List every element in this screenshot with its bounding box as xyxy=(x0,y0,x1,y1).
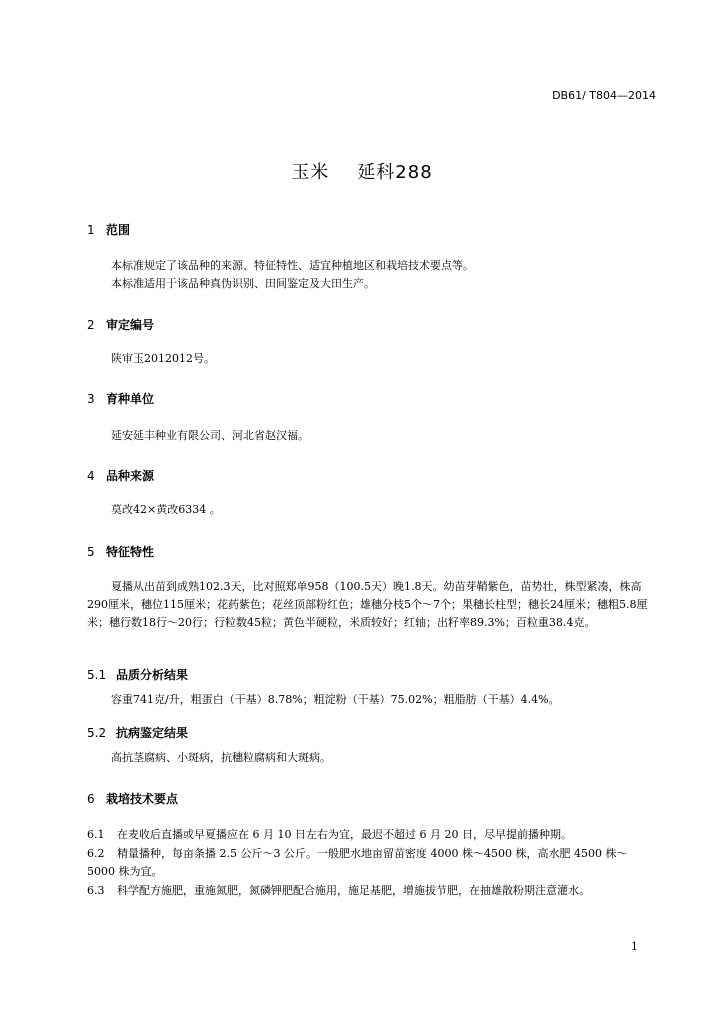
section-5-text: 夏播从出苗到成熟102.3天，比对照郑单958（100.5天）晚1.8天。幼苗芽鞘紫色，苗势壮，株型紧凑，株高290厘米，穗位115厘米；花药紫色；花丝顶部粉红色；雄穗分枝5个～7个；果穗长柱型；穗长24厘米；穗粗5.8厘米；穗行数18行～20行；行粒数45粒；黄色半硬粒，米质较好；红轴；出籽率89.3%；百粒重38.4克。 xyxy=(87,580,648,629)
section-heading-5: 5 特征特性 xyxy=(87,545,155,559)
page-number: 1 xyxy=(631,940,638,953)
section-2-text: 陕审玉2012012号。 xyxy=(111,352,215,365)
document-title xyxy=(0,158,724,184)
section-5-2-text: 高抗茎腐病、小斑病，抗穗粒腐病和大斑病。 xyxy=(111,751,331,764)
section-3-text: 延安延丰种业有限公司、河北省赵汉福。 xyxy=(111,429,309,442)
clause-6-2: 6.2 精量播种，每亩条播 2.5 公斤～3 公斤。一般肥水地亩留苗密度 4000 株～4500 株，高水肥 4500 株～5000 株为宜。 xyxy=(87,847,628,878)
clause-6-1: 6.1 在麦收后直播或早夏播应在 6 月 10 日左右为宜，最迟不超过 6 月 20 日，尽早提前播种期。 xyxy=(87,828,572,841)
section-heading-2: 2 审定编号 xyxy=(87,318,155,332)
clause-6-3: 6.3 科学配方施肥，重施氮肥，氮磷钾肥配合施用，施足基肥，增施拔节肥，在抽雄散粉期注意灌水。 xyxy=(87,884,590,897)
section-1-line-2: 本标准适用于该品种真伪识别、田间鉴定及大田生产。 xyxy=(111,277,375,290)
standard-code: DB61/ T804—2014 xyxy=(552,89,656,102)
title-crop: 玉米 xyxy=(291,162,330,183)
section-heading-4: 4 品种来源 xyxy=(87,469,155,483)
section-heading-1: 1 范围 xyxy=(87,223,131,237)
title-variety: 延科288 xyxy=(357,162,433,183)
section-4-text: 莫改42×黄改6334 。 xyxy=(111,503,221,516)
section-heading-5-2: 5.2 抗病鉴定结果 xyxy=(87,726,189,740)
section-heading-6: 6 栽培技术要点 xyxy=(87,792,179,806)
section-heading-5-1: 5.1 品质分析结果 xyxy=(87,668,189,682)
section-heading-3: 3 育种单位 xyxy=(87,392,155,406)
section-5-1-text: 容重741克/升，粗蛋白（干基）8.78%；粗淀粉（干基）75.02%；粗脂肪（干基）4.4%。 xyxy=(111,693,560,706)
section-1-line-1: 本标准规定了该品种的来源、特征特性、适宜种植地区和栽培技术要点等。 xyxy=(111,259,474,272)
